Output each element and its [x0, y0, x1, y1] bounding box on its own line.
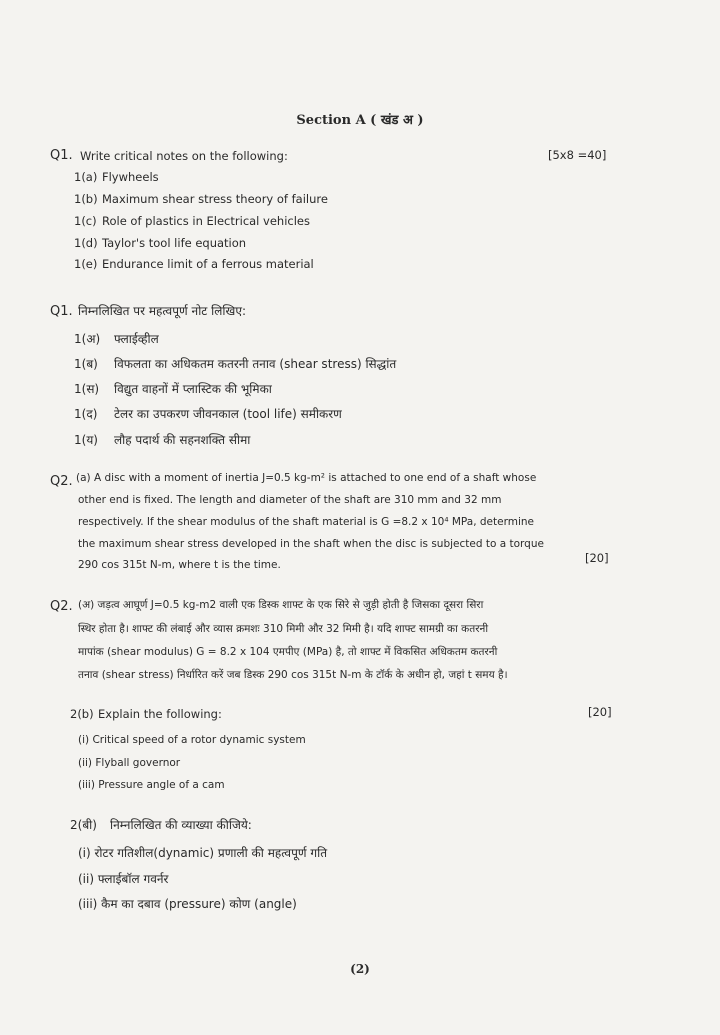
q1-hi-item-label: 1(स)	[74, 382, 100, 396]
q2b-hi-label: 2(बी)	[70, 818, 97, 832]
q1-hi-item-text: लौह पदार्थ की सहनशक्ति सीमा	[114, 433, 251, 447]
q1-hi-item-text: विद्युत वाहनों में प्लास्टिक की भूमिका	[114, 382, 272, 396]
q2b-hi-item: (iii) कैम का दबाव (pressure) कोण (angle)	[78, 897, 297, 911]
q1-en-item-label: 1(a)	[74, 170, 98, 184]
q2-en-line: 290 cos 315t N-m, where t is the time.	[78, 559, 281, 571]
q1-marks: [5x8 =40]	[548, 148, 607, 162]
q2-hi-number: Q2.	[50, 599, 73, 614]
q1-en-number: Q1.	[50, 148, 73, 163]
q2b-en-label: 2(b)	[70, 707, 94, 721]
q2-en-line: the maximum shear stress developed in the shaft when the disc is subjected to a torque	[78, 538, 544, 550]
q1-hi-item-text: टेलर का उपकरण जीवनकाल (tool life) समीकरण	[114, 407, 342, 421]
q1-en-item-text: Role of plastics in Electrical vehicles	[102, 214, 310, 228]
q1-hi-item-label: 1(द)	[74, 407, 98, 421]
q2b-hi-item: (ii) फ्लाईबॉल गवर्नर	[78, 872, 169, 886]
q2b-en-item: (i) Critical speed of a rotor dynamic system	[78, 734, 306, 746]
q2-en-line: respectively. If the shear modulus of the shaft material is G =8.2 x 10⁴ MPa, determine	[78, 516, 534, 528]
q2b-hi-item: (i) रोटर गतिशील(dynamic) प्रणाली की महत्वपूर्ण गति	[78, 846, 328, 860]
q1-en-item-text: Taylor's tool life equation	[102, 236, 247, 250]
q1-hi-prompt: निम्नलिखित पर महत्वपूर्ण नोट लिखिए:	[78, 304, 247, 318]
q1-en-item-text: Flywheels	[102, 170, 159, 184]
q2-en-line: (a) A disc with a moment of inertia J=0.5 kg-m² is attached to one end of a shaft whose	[76, 472, 537, 484]
q2b-hi-prompt: निम्नलिखित की व्याख्या कीजिये:	[110, 818, 252, 832]
q1-hi-item-label: 1(ब)	[74, 357, 98, 371]
q1-en-item-text: Maximum shear stress theory of failure	[102, 192, 328, 206]
q2-hi-line: तनाव (shear stress) निर्धारित करें जब डिस्क 290 cos 315t N-m के टॉर्क के अधीन हो, जहां t समय है।	[78, 669, 508, 681]
q1-en-item-text: Endurance limit of a ferrous material	[102, 257, 314, 271]
q2b-en-prompt: Explain the following:	[98, 707, 222, 721]
q2b-en-item: (iii) Pressure angle of a cam	[78, 779, 225, 791]
q1-hi-item-text: विफलता का अधिकतम कतरनी तनाव (shear stress) सिद्धांत	[114, 357, 397, 371]
q2b-en-item: (ii) Flyball governor	[78, 757, 181, 769]
q1-hi-number: Q1.	[50, 304, 73, 319]
q2b-marks: [20]	[588, 705, 612, 719]
q1-en-prompt: Write critical notes on the following:	[80, 149, 288, 163]
q1-hi-item-text: फ्लाईव्हील	[114, 332, 159, 346]
q2a-marks: [20]	[585, 551, 609, 565]
q1-hi-item-label: 1(य)	[74, 433, 98, 447]
q1-en-item-label: 1(e)	[74, 257, 98, 271]
q2-en-number: Q2.	[50, 474, 73, 489]
q2-en-line: other end is fixed. The length and diameter of the shaft are 310 mm and 32 mm	[78, 494, 502, 506]
q2-hi-line: (अ) जड़त्व आघूर्ण J=0.5 kg-m2 वाली एक डिस्क शाफ्ट के एक सिरे से जुड़ी होती है जिसका दूसरा सिरा	[78, 599, 484, 611]
page-number: (2)	[350, 962, 370, 976]
q1-en-item-label: 1(b)	[74, 192, 98, 206]
q2-hi-line: स्थिर होता है। शाफ्ट की लंबाई और व्यास क्रमशः 310 मिमी और 32 मिमी है। यदि शाफ्ट सामग्री का कतरनी	[78, 623, 489, 635]
section-title: Section A ( खंड अ )	[296, 113, 424, 128]
q2-hi-line: मापांक (shear modulus) G = 8.2 x 104 एमपीए (MPa) है, तो शाफ्ट में विकसित अधिकतम कतरनी	[78, 646, 498, 658]
q1-hi-item-label: 1(अ)	[74, 332, 101, 346]
q1-en-item-label: 1(c)	[74, 214, 97, 228]
q1-en-item-label: 1(d)	[74, 236, 98, 250]
